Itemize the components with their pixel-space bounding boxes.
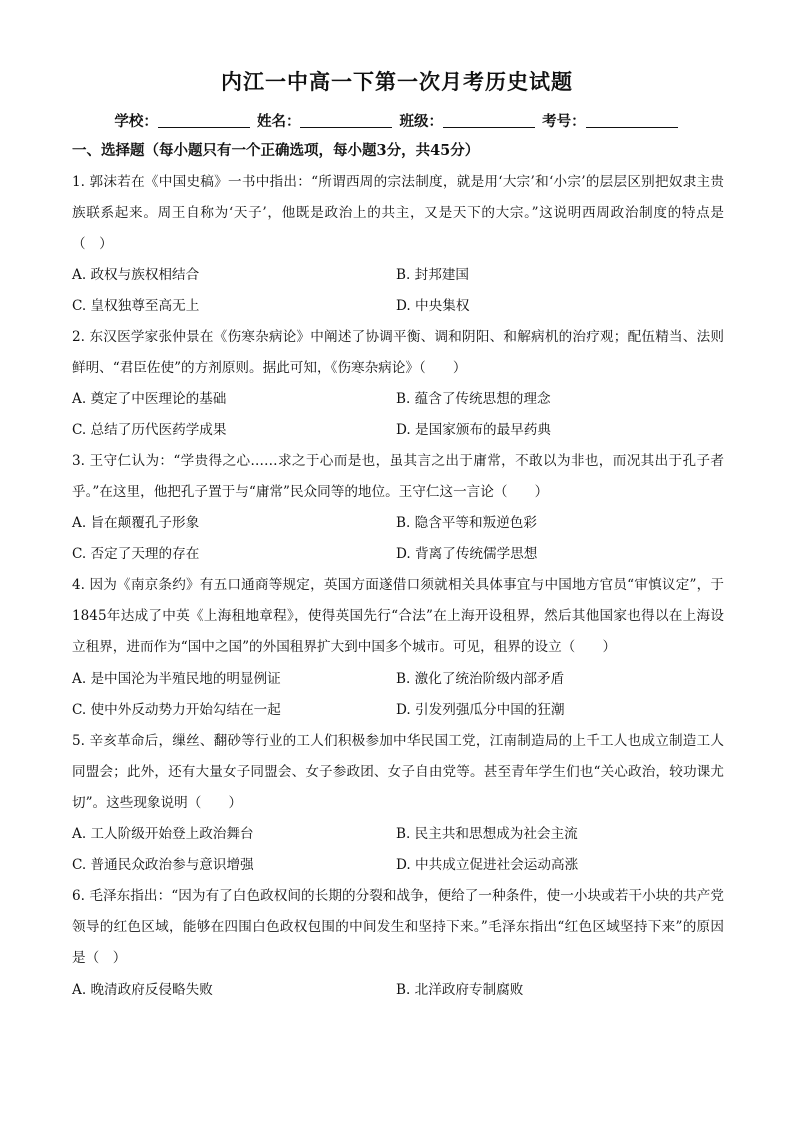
number-label: 考号：: [542, 113, 586, 130]
option-b[interactable]: B. 民主共和思想成为社会主流: [396, 826, 578, 842]
question-6-options: [72, 975, 724, 1006]
option-d[interactable]: D. 引发列强瓜分中国的狂潮: [396, 702, 565, 718]
option-c[interactable]: C. 普通民众政治参与意识增强: [72, 857, 254, 873]
section-heading: 一、选择题（每小题只有一个正确选项，每小题3分，共45分）: [72, 142, 480, 159]
question-3-options: [72, 508, 724, 570]
option-d[interactable]: D. 中共成立促进社会运动高涨: [396, 857, 579, 873]
question-1-stem: 1. 郭沫若在《中国史稿》一书中指出：“所谓西周的宗法制度，就是用‘大宗’和‘小宗’的层层区别把奴隶主贵族联系起来。周王自称为‘天子’，他既是政治上的共主，又是天下的大宗。”这说明西周政治制度的特点是（ ）: [72, 174, 724, 252]
option-b[interactable]: B. 激化了统治阶级内部矛盾: [396, 671, 565, 687]
option-row: [72, 508, 724, 539]
option-row: [72, 819, 724, 850]
exam-title: 内江一中高一下第一次月考历史试题: [221, 69, 573, 94]
option-row: [72, 664, 724, 695]
option-b[interactable]: B. 北洋政府专制腐败: [396, 982, 524, 998]
option-a[interactable]: A. 旨在颠覆孔子形象: [72, 515, 200, 531]
school-blank[interactable]: [158, 113, 250, 128]
name-blank[interactable]: [300, 113, 392, 128]
question-6-stem: 6. 毛泽东指出：“因为有了白色政权间的长期的分裂和战争，便给了一种条件，使一小块或若干小块的共产党领导的红色区域，能够在四围白色政权包围的中间发生和坚持下来。”毛泽东指出“红色区域坚持下来”的原因是（ ）: [72, 888, 724, 966]
option-row: [72, 291, 724, 322]
option-b[interactable]: B. 蕴含了传统思想的理念: [396, 391, 551, 407]
question-5-stem: 5. 辛亥革命后，缫丝、翻砂等行业的工人们积极参加中华民国工党，江南制造局的上千工人也成立制造工人同盟会；此外，还有大量女子同盟会、女子参政团、女子自由党等。甚至青年学生们也“关心政治，较功课尤切”。这些现象说明（ ）: [72, 733, 724, 811]
option-c[interactable]: C. 否定了天理的存在: [72, 546, 200, 562]
question-4-stem: 4. 因为《南京条约》有五口通商等规定，英国方面遂借口须就相关具体事宜与中国地方官员“审慎议定”，于1845年达成了中英《上海租地章程》，使得英国先行“合法”在上海开设租界，然后其他国家也得以在上海设立租界，进而作为“国中之国”的外国租界扩大到中国多个城市。可见，租界的设立（ ）: [72, 577, 724, 655]
question-3-stem: 3. 王守仁认为：“学贵得之心……求之于心而是也，虽其言之出于庸常，不敢以为非也，而况其出于孔子者乎。”在这里，他把孔子置于与“庸常”民众同等的地位。王守仁这一言论（ ）: [72, 453, 724, 500]
option-row: [72, 975, 724, 1006]
option-a[interactable]: A. 政权与族权相结合: [72, 267, 200, 283]
class-blank[interactable]: [443, 113, 535, 128]
school-label: 学校：: [114, 113, 158, 130]
student-info-line: [0, 110, 794, 131]
option-a[interactable]: A. 工人阶级开始登上政治舞台: [72, 826, 254, 842]
option-row: [72, 539, 724, 570]
option-a[interactable]: A. 是中国沦为半殖民地的明显例证: [72, 671, 281, 687]
name-label: 姓名：: [256, 113, 301, 130]
option-row: [72, 695, 724, 726]
question-2-stem: 2. 东汉医学家张仲景在《伤寒杂病论》中阐述了协调平衡、调和阴阳、和解病机的治疗观；配伍精当、法则鲜明、“君臣佐使”的方剂原则。据此可知，《伤寒杂病论》（ ）: [72, 329, 724, 376]
question-1-options: [72, 260, 724, 322]
option-d[interactable]: D. 中央集权: [396, 298, 470, 314]
question-4-options: [72, 664, 724, 726]
option-a[interactable]: A. 奠定了中医理论的基础: [72, 391, 227, 407]
number-blank[interactable]: [586, 113, 678, 128]
option-d[interactable]: D. 背离了传统儒学思想: [396, 546, 538, 562]
option-row: [72, 850, 724, 881]
option-row: [72, 415, 724, 446]
class-label: 班级：: [399, 113, 444, 130]
option-b[interactable]: B. 封邦建国: [396, 267, 470, 283]
option-row: [72, 384, 724, 415]
option-row: [72, 260, 724, 291]
option-c[interactable]: C. 使中外反动势力开始勾结在一起: [72, 702, 281, 718]
option-c[interactable]: C. 总结了历代医药学成果: [72, 422, 227, 438]
option-a[interactable]: A. 晚清政府反侵略失败: [72, 982, 213, 998]
option-b[interactable]: B. 隐含平等和叛逆色彩: [396, 515, 537, 531]
option-d[interactable]: D. 是国家颁布的最早药典: [396, 422, 551, 438]
option-c[interactable]: C. 皇权独尊至高无上: [72, 298, 200, 314]
question-2-options: [72, 384, 724, 446]
question-5-options: [72, 819, 724, 881]
